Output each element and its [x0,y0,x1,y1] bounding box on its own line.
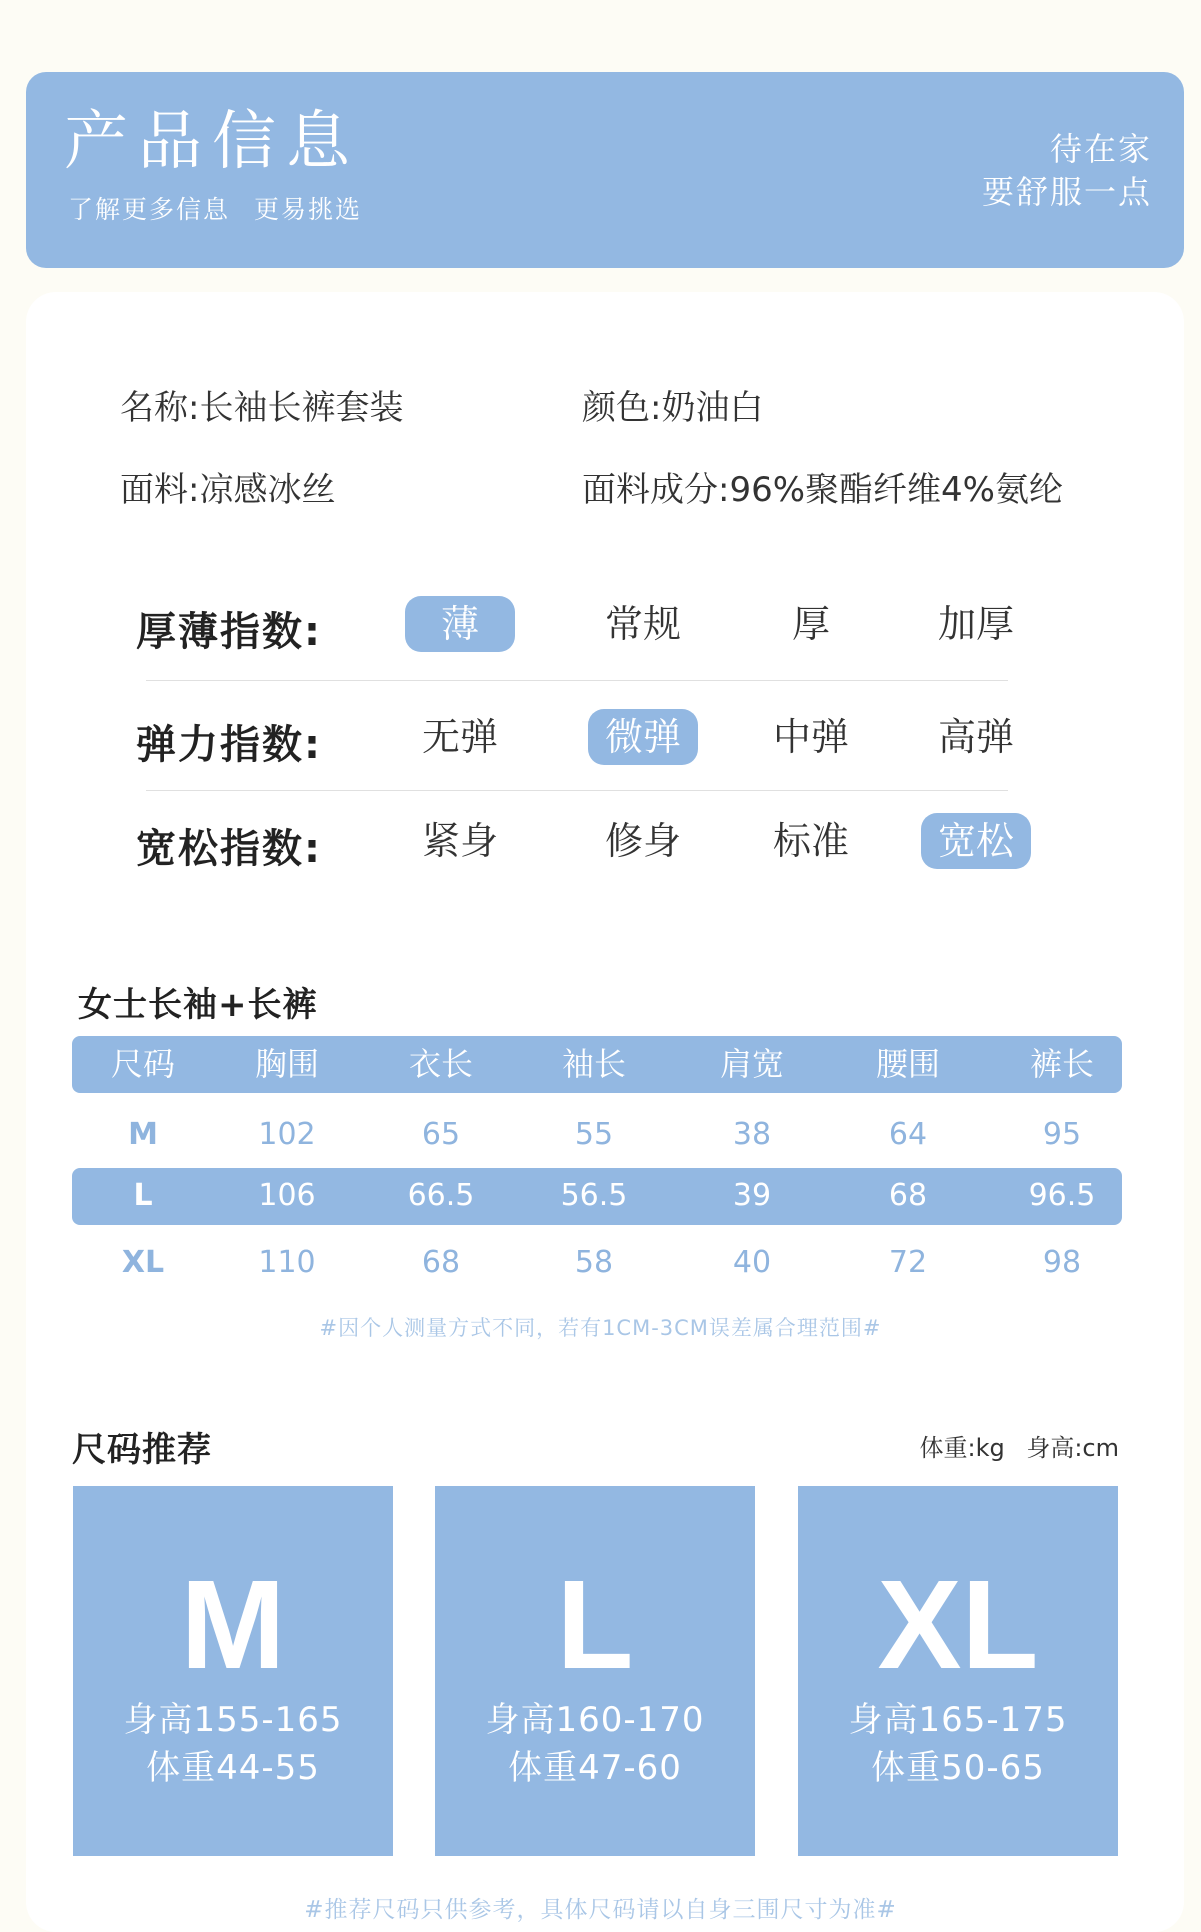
table-header-cell: 肩宽 [719,1045,784,1083]
table-size-cell: XL [121,1245,165,1280]
table-value-cell: 106 [258,1178,316,1213]
index-option: 加厚 [937,602,1014,646]
info-fabric: 面料:凉感冰丝 [120,470,336,510]
table-value-cell: 68 [888,1178,928,1213]
table-value-cell: 38 [732,1117,772,1152]
table-header-cell: 胸围 [254,1045,319,1083]
size-table-note: #因个人测量方式不同，若有1CM-3CM误差属合理范围# [319,1316,882,1340]
recommend-weight: 体重50-65 [871,1748,1045,1788]
table-value-cell: 64 [888,1117,928,1152]
table-value-cell: 110 [258,1245,316,1280]
index-option-selected: 微弹 [588,709,698,765]
table-header-cell: 裤长 [1029,1045,1094,1083]
index-option: 厚 [791,602,830,646]
index-option: 标准 [772,819,849,863]
table-value-cell: 72 [888,1245,928,1280]
table-value-cell: 96.5 [1028,1178,1096,1213]
table-size-cell: M [128,1117,158,1152]
index-label: 弹力指数: [136,722,322,768]
info-name: 名称:长袖长裤套装 [120,388,404,428]
banner-subtitle: 了解更多信息 更易挑选 [68,195,362,224]
size-recommend-card [798,1486,1118,1856]
info-color: 颜色:奶油白 [582,388,764,428]
table-header-cell: 尺码 [110,1045,175,1083]
table-value-cell: 95 [1042,1117,1082,1152]
banner-slogan-line2: 要舒服一点 [981,173,1152,211]
size-recommend-card [73,1486,393,1856]
index-option: 高弹 [937,715,1014,759]
table-value-cell: 65 [421,1117,461,1152]
table-value-cell: 55 [574,1117,614,1152]
table-value-cell: 66.5 [407,1178,475,1213]
index-label: 宽松指数: [136,826,322,872]
recommend-height: 身高155-165 [123,1700,343,1740]
index-option: 无弹 [421,715,498,759]
table-header-cell: 袖长 [561,1045,626,1083]
recommend-note: #推荐尺码只供参考，具体尺码请以自身三围尺寸为准# [304,1897,897,1923]
index-option: 常规 [604,602,681,646]
recommend-size: M [180,1554,286,1695]
table-value-cell: 58 [574,1245,614,1280]
recommend-weight: 体重44-55 [146,1748,320,1788]
recommend-units: 体重:kg 身高:cm [919,1434,1119,1462]
recommend-height: 身高165-175 [848,1700,1068,1740]
table-value-cell: 98 [1042,1245,1082,1280]
recommend-height: 身高160-170 [485,1700,705,1740]
table-size-cell: L [133,1178,153,1213]
index-divider [146,790,1008,791]
banner-slogan-line1: 待在家 [1049,130,1152,168]
recommend-size: XL [877,1554,1039,1695]
recommend-size: L [556,1554,634,1695]
banner-title: 产品信息 [64,105,360,179]
banner-slogan [982,128,1152,214]
table-value-cell: 40 [732,1245,772,1280]
table-header-cell: 衣长 [408,1045,473,1083]
size-recommend-card [435,1486,755,1856]
index-option: 修身 [604,819,681,863]
table-value-cell: 39 [732,1178,772,1213]
index-divider [146,680,1008,681]
size-table-title: 女士长袖+长裤 [78,985,318,1025]
table-value-cell: 56.5 [560,1178,628,1213]
table-value-cell: 68 [421,1245,461,1280]
header-banner [26,72,1184,268]
table-value-cell: 102 [258,1117,316,1152]
index-option-selected: 宽松 [921,813,1031,869]
table-header-cell: 腰围 [875,1045,940,1083]
info-composition: 面料成分:96%聚酯纤维4%氨纶 [582,470,1063,510]
index-option-selected: 薄 [405,596,515,652]
recommend-title: 尺码推荐 [72,1430,212,1470]
recommend-weight: 体重47-60 [508,1748,682,1788]
index-option: 紧身 [421,819,498,863]
index-option: 中弹 [772,715,849,759]
index-label: 厚薄指数: [136,609,322,655]
